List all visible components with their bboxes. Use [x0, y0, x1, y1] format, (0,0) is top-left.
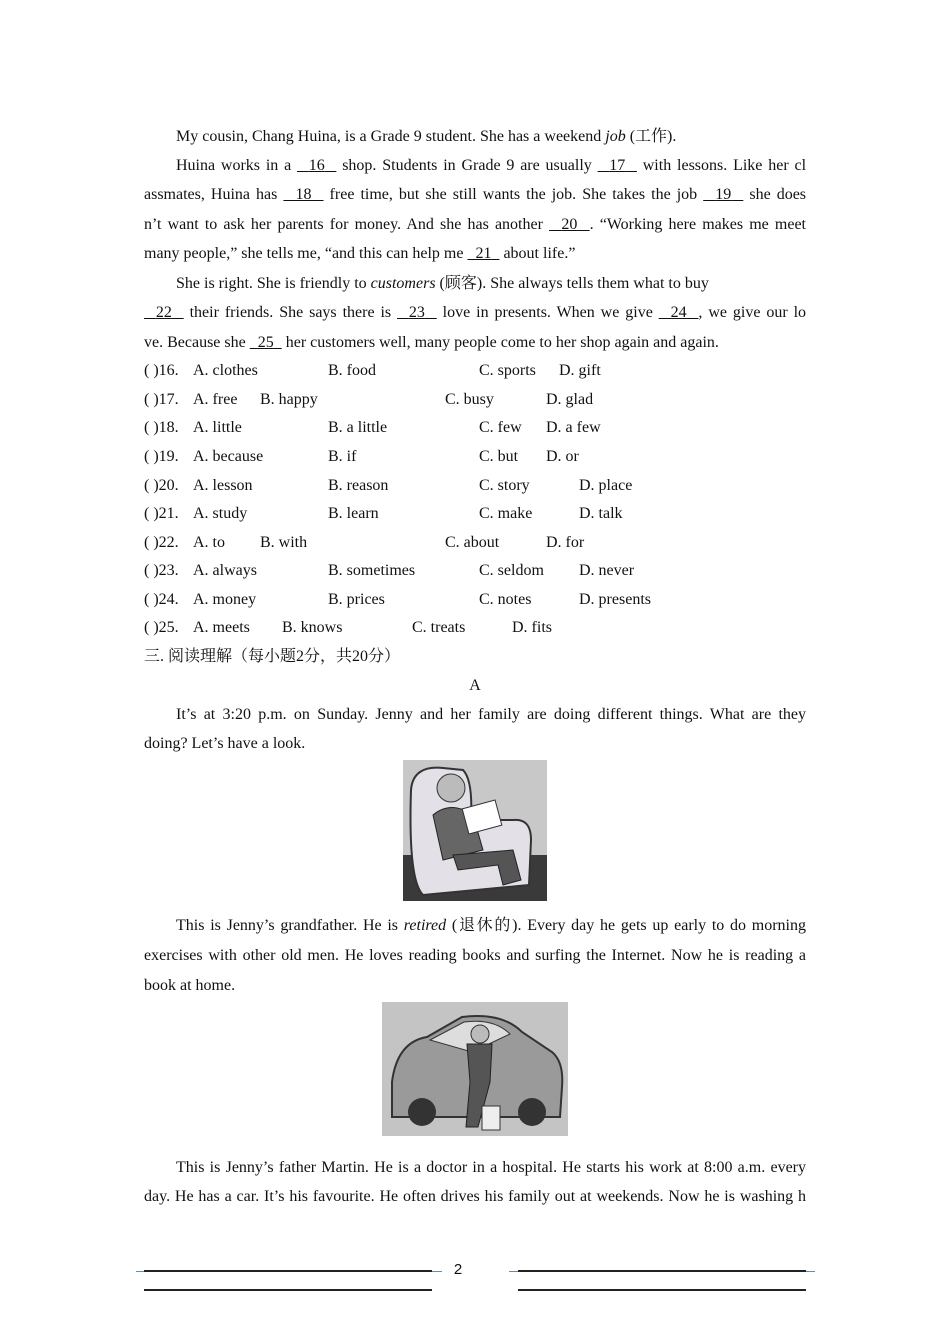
part-label: A: [469, 677, 481, 694]
text-segment: Huina works in a: [176, 157, 298, 174]
text-line: [176, 127, 806, 147]
option-b: B. food: [328, 362, 376, 379]
answer-blank[interactable]: [467, 245, 499, 262]
option-b: B. reason: [328, 477, 389, 494]
question-number: ( )17.: [144, 391, 179, 408]
text-segment: n’t want to ask her parents for money. And she has another: [144, 216, 550, 233]
text-segment: (顾客). She always tells them what to buy: [435, 275, 709, 292]
text-line: [144, 185, 806, 205]
question-number: ( )18.: [144, 419, 179, 436]
option-c: C. busy: [445, 391, 494, 408]
option-a: A. little: [193, 419, 242, 436]
text-line: [144, 1187, 806, 1207]
text-line: [144, 303, 806, 323]
blank-number: 19: [715, 186, 732, 203]
answer-blank[interactable]: [250, 334, 282, 351]
option-d: D. glad: [546, 391, 594, 408]
option-b: B. happy: [260, 391, 318, 408]
option-a: A. to: [193, 534, 225, 551]
option-b: B. with: [260, 534, 308, 551]
blank-number: 22: [155, 304, 172, 321]
text-segment: exercises with other old men. He loves reading books and surfing the Internet. Now he is reading a: [144, 947, 806, 964]
answer-blank[interactable]: [703, 186, 743, 203]
blank-number: 17: [609, 157, 626, 174]
text-segment: she does: [743, 186, 807, 203]
blank-number: 18: [295, 186, 312, 203]
text-line: [144, 244, 806, 264]
blank-number: 25: [257, 334, 274, 351]
option-c: C. few: [479, 419, 522, 436]
text-segment: This is Jenny’s grandfather. He is: [176, 917, 404, 934]
option-b: B. knows: [282, 619, 343, 636]
father-washing-car-image: [382, 1002, 568, 1136]
grandfather-reading-image: [403, 760, 547, 901]
option-a: A. study: [193, 505, 248, 522]
text-line: [176, 916, 806, 936]
text-segment: many people,” she tells me, “and this can help me: [144, 245, 468, 262]
option-d: D. presents: [579, 591, 651, 608]
question-number: ( )22.: [144, 534, 179, 551]
option-a: A. because: [193, 448, 264, 465]
blank-number: 24: [670, 304, 687, 321]
text-line: [144, 734, 806, 754]
option-d: D. talk: [579, 505, 623, 522]
option-d: D. a few: [546, 419, 601, 436]
question-number: ( )21.: [144, 505, 179, 522]
text-segment: , we give our lo: [698, 304, 807, 321]
text-line: [176, 705, 806, 725]
question-number: ( )25.: [144, 619, 179, 636]
answer-blank[interactable]: [283, 186, 323, 203]
text-segment: (工作).: [625, 128, 677, 145]
footer-rule-left: [144, 1270, 432, 1272]
option-a: A. free: [193, 391, 238, 408]
text-segment: My cousin, Chang Huina, is a Grade 9 student. She has a weekend: [176, 128, 606, 145]
option-a: A. always: [193, 562, 257, 579]
text-segment: about life.”: [499, 245, 576, 262]
option-b: B. prices: [328, 591, 385, 608]
option-c: C. seldom: [479, 562, 544, 579]
option-c: C. story: [479, 477, 530, 494]
option-c: C. make: [479, 505, 533, 522]
text-segment: love in presents. When we give: [436, 304, 659, 321]
option-c: C. sports: [479, 362, 536, 379]
question-number: ( )19.: [144, 448, 179, 465]
section-heading: 三. 阅读理解（每小题2分，共20分）: [144, 648, 401, 665]
option-b: B. a little: [328, 419, 388, 436]
answer-blank[interactable]: [659, 304, 699, 321]
text-segment: assmates, Huina has: [144, 186, 284, 203]
text-line: [176, 156, 806, 176]
text-segment: (退休的). Every day he gets up early to do morning: [446, 917, 807, 934]
text-segment: She is right. She is friendly to: [176, 275, 371, 292]
italic-term: customers: [370, 275, 436, 292]
page-number: 2: [453, 1261, 463, 1278]
text-line: [176, 1158, 806, 1178]
italic-term: retired: [403, 917, 447, 934]
option-a: A. lesson: [193, 477, 253, 494]
footer-rule-left-2: [144, 1289, 432, 1291]
option-a: A. money: [193, 591, 257, 608]
option-d: D. place: [579, 477, 633, 494]
text-line: [144, 215, 806, 235]
option-d: D. never: [579, 562, 635, 579]
text-line: [176, 274, 806, 294]
text-segment: free time, but she still wants the job. She takes the job: [323, 186, 704, 203]
italic-term: job: [605, 128, 626, 145]
question-number: ( )24.: [144, 591, 179, 608]
text-segment: This is Jenny’s father Martin. He is a doctor in a hospital. He starts his work at 8:00 a.m. every: [176, 1159, 806, 1176]
text-segment: their friends. She says there is: [183, 304, 398, 321]
answer-blank[interactable]: [144, 304, 184, 321]
question-number: ( )16.: [144, 362, 179, 379]
option-d: D. or: [546, 448, 579, 465]
blank-number: 21: [475, 245, 492, 262]
text-segment: doing? Let’s have a look.: [144, 735, 306, 752]
option-c: C. about: [445, 534, 500, 551]
option-d: D. for: [546, 534, 585, 551]
option-d: D. gift: [559, 362, 601, 379]
option-b: B. if: [328, 448, 357, 465]
option-b: B. learn: [328, 505, 379, 522]
option-a: A. clothes: [193, 362, 258, 379]
question-number: ( )20.: [144, 477, 179, 494]
text-segment: It’s at 3:20 p.m. on Sunday. Jenny and her family are doing different things. What are they: [176, 706, 806, 723]
footer-rule-right: [518, 1270, 806, 1272]
option-a: A. meets: [193, 619, 250, 636]
question-number: ( )23.: [144, 562, 179, 579]
text-segment: ve. Because she: [144, 334, 250, 351]
text-segment: her customers well, many people come to her shop again and again.: [281, 334, 719, 351]
option-b: B. sometimes: [328, 562, 416, 579]
option-c: C. notes: [479, 591, 532, 608]
option-c: C. treats: [412, 619, 466, 636]
answer-blank[interactable]: [598, 157, 637, 174]
blank-number: 20: [561, 216, 578, 233]
text-line: [144, 946, 806, 966]
option-d: D. fits: [512, 619, 552, 636]
text-segment: day. He has a car. It’s his favourite. He often drives his family out at weekends. Now he is washing h: [144, 1188, 806, 1205]
text-line: [144, 976, 806, 996]
text-segment: book at home.: [144, 977, 236, 994]
blank-number: 23: [408, 304, 425, 321]
text-segment: with lessons. Like her cl: [636, 157, 807, 174]
answer-blank[interactable]: [297, 157, 336, 174]
blank-number: 16: [308, 157, 325, 174]
text-segment: . “Working here makes me meet: [589, 216, 806, 233]
option-c: C. but: [479, 448, 519, 465]
text-segment: shop. Students in Grade 9 are usually: [336, 157, 598, 174]
text-line: [144, 333, 806, 353]
footer-rule-right-2: [518, 1289, 806, 1291]
answer-blank[interactable]: [397, 304, 437, 321]
answer-blank[interactable]: [549, 216, 590, 233]
